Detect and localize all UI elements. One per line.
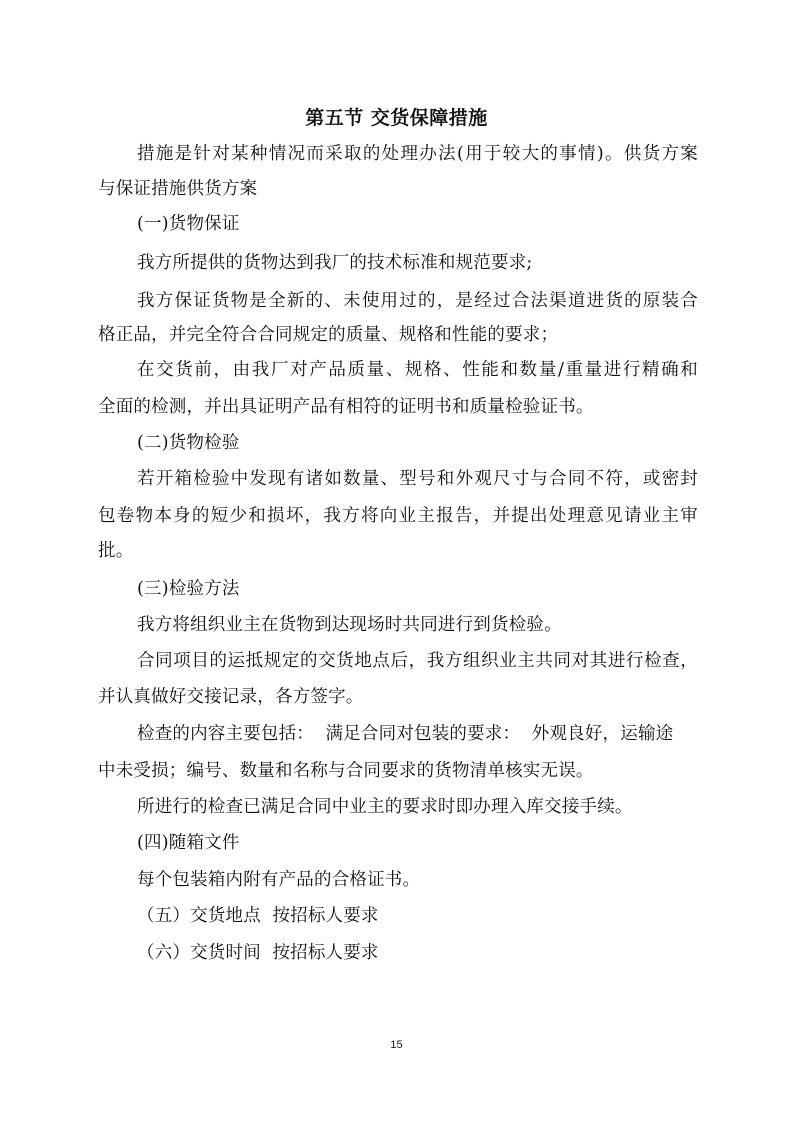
heading-inspection-method: (三)检验方法 [137, 579, 240, 599]
paragraph-delivery-check-line-1: 合同项目的运抵规定的交货地点后，我方组织业主共同对其进行检查， [137, 651, 698, 671]
paragraph-check-content-line-1: 检查的内容主要包括： 满足合同对包装的要求： 外观良好，运输途 [137, 724, 674, 744]
paragraph-certificate: 每个包装箱内附有产品的合格证书。 [137, 870, 421, 890]
paragraph-arrival-inspection: 我方将组织业主在货物到达现场时共同进行到货检验。 [137, 615, 562, 635]
intro-line-2: 与保证措施供货方案 [98, 179, 258, 199]
paragraph-new-goods-line-2: 格正品，并完全符合合同规定的质量、规格和性能的要求； [98, 325, 559, 345]
paragraph-unpacking-line-2: 包卷物本身的短少和损坏，我方将向业主报告，并提出处理意见请业主审 [98, 506, 698, 526]
page-number: 15 [390, 1039, 403, 1051]
paragraph-new-goods-line-1: 我方保证货物是全新的、未使用过的，是经过合法渠道进货的原装合 [137, 291, 698, 311]
paragraph-pre-delivery-line-2: 全面的检测，并出具证明产品有相符的证明书和质量检验证书。 [98, 397, 594, 417]
paragraph-unpacking-line-1: 若开箱检验中发现有诸如数量、型号和外观尺寸与合同不符，或密封 [137, 469, 698, 489]
paragraph-standards: 我方所提供的货物达到我厂的技术标准和规范要求; [137, 253, 533, 273]
section-title: 第五节 交货保障措施 [305, 107, 488, 129]
heading-delivery-time: （六）交货时间 按招标人要求 [137, 943, 379, 963]
heading-goods-guarantee: (一)货物保证 [137, 214, 240, 234]
paragraph-check-content-line-2: 中未受损；编号、数量和名称与合同要求的货物清单核实无误。 [98, 761, 594, 781]
heading-delivery-place: （五）交货地点 按招标人要求 [137, 906, 379, 926]
paragraph-warehouse-handover: 所进行的检查已满足合同中业主的要求时即办理入库交接手续。 [137, 797, 633, 817]
paragraph-unpacking-line-3: 批。 [98, 541, 134, 561]
paragraph-pre-delivery-line-1: 在交货前，由我厂对产品质量、规格、性能和数量/重量进行精确和 [137, 360, 698, 380]
heading-accompanying-documents: (四)随箱文件 [137, 833, 240, 853]
heading-goods-inspection: (二)货物检验 [137, 433, 240, 453]
intro-line-1: 措施是针对某种情况而采取的处理办法(用于较大的事情)。供货方案 [137, 144, 698, 164]
paragraph-delivery-check-line-2: 并认真做好交接记录，各方签字。 [98, 687, 364, 707]
